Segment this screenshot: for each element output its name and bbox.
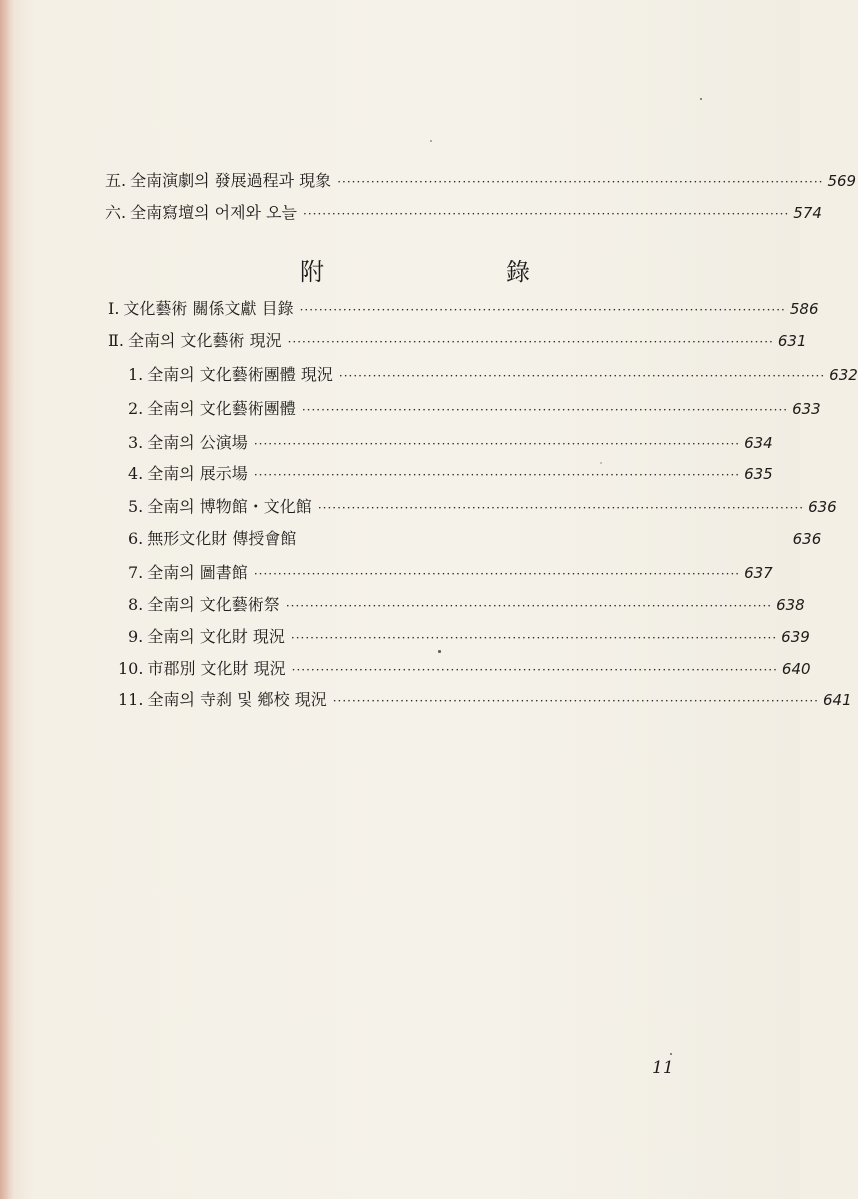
dot-leader: ····································································································· [338, 369, 826, 383]
dot-leader: ····································································································· [337, 175, 824, 189]
toc-entry-page: 635 [744, 465, 773, 483]
appendix-heading [300, 255, 530, 289]
paper-speck [600, 462, 602, 464]
toc-entry-title: 全南의 展示場 [147, 464, 248, 483]
toc-entry-title: 全南의 文化藝術團體 現況 [147, 365, 333, 384]
dot-leader: ····································································································· [317, 501, 805, 515]
dot-leader: ····································································································· [332, 694, 819, 708]
toc-entry-title: 全南의 公演場 [147, 433, 248, 452]
toc-entry-title: 全南의 圖書館 [147, 563, 248, 582]
paper-speck [430, 140, 432, 142]
appendix-subentry-8 [128, 592, 805, 618]
toc-entry-number: 六. [105, 203, 127, 222]
toc-entry-6 [105, 200, 822, 226]
toc-entry-number: 8. [128, 595, 144, 614]
dot-leader: ····································································································· [253, 468, 741, 482]
appendix-subentry-10 [118, 656, 811, 682]
toc-entry-page: 633 [792, 400, 821, 418]
toc-entry-number: Ⅰ. [108, 299, 120, 318]
dot-leader: ····································································································· [253, 567, 741, 581]
paper-speck [670, 1053, 672, 1055]
appendix-subentry-2 [128, 396, 821, 422]
page-number: 11 [652, 1058, 674, 1078]
dot-leader: ····································································································· [290, 631, 778, 645]
toc-entry-number: 1. [128, 365, 144, 384]
appendix-subentry-7 [128, 560, 773, 586]
appendix-subentry-9 [128, 624, 810, 650]
toc-entry-title: 全南의 文化財 現況 [147, 627, 285, 646]
toc-entry-page: 639 [781, 628, 810, 646]
appendix-subentry-1 [128, 362, 858, 388]
toc-entry-number: 3. [128, 433, 144, 452]
toc-entry-number: 五. [105, 171, 127, 190]
toc-entry-page: 640 [781, 660, 811, 678]
toc-entry-title: 無形文化財 傳授會館 [147, 529, 297, 548]
toc-entry-title: 全南의 文化藝術團體 [147, 399, 296, 418]
appendix-subentry-4 [128, 461, 773, 487]
toc-entry-5 [105, 168, 857, 194]
appendix-subentry-5 [128, 494, 837, 520]
dot-leader: ····································································································· [299, 303, 786, 317]
dot-leader: ····································································································· [301, 403, 789, 417]
toc-entry-number: Ⅱ. [108, 331, 124, 350]
dot-leader: ····································································································· [285, 599, 773, 613]
toc-entry-page: 641 [822, 691, 852, 709]
dot-leader: ····································································································· [291, 663, 778, 677]
appendix-heading-right: 錄 [506, 258, 530, 286]
toc-entry-title: 全南演劇의 發展過程과 現象 [130, 171, 332, 190]
toc-entry-title: 全南의 博物館・文化館 [147, 497, 312, 516]
appendix-subentry-6 [128, 526, 822, 552]
appendix-entry-1 [108, 296, 819, 322]
toc-entry-page: 632 [829, 366, 858, 384]
toc-entry-title: 全南의 寺刹 및 鄕校 現況 [147, 690, 327, 709]
toc-entry-page: 636 [792, 530, 822, 548]
toc-entry-title: 全南寫壇의 어제와 오늘 [130, 203, 298, 222]
dot-leader: ····································································································· [303, 207, 790, 221]
toc-entry-title: 市郡別 文化財 現況 [147, 659, 286, 678]
toc-entry-page: 634 [744, 434, 773, 452]
toc-entry-number: 2. [128, 399, 144, 418]
spine-shadow [0, 0, 14, 1199]
toc-entry-number: 5. [128, 497, 144, 516]
toc-entry-title: 全南의 文化藝術祭 [147, 595, 280, 614]
appendix-subentry-3 [128, 430, 773, 456]
paper-speck [438, 650, 441, 653]
toc-entry-page: 637 [744, 564, 773, 582]
toc-entry-number: 4. [128, 464, 144, 483]
toc-entry-page: 631 [777, 332, 807, 350]
toc-entry-number: 11. [118, 690, 144, 709]
dot-leader: ····································································································· [253, 437, 741, 451]
toc-entry-number: 10. [118, 659, 144, 678]
appendix-entry-2 [108, 328, 807, 354]
toc-entry-title: 全南의 文化藝術 現況 [127, 331, 282, 350]
dot-leader: ····································································································· [287, 335, 774, 349]
toc-entry-page: 574 [793, 204, 822, 222]
toc-entry-page: 569 [827, 172, 857, 190]
toc-entry-page: 636 [808, 498, 837, 516]
appendix-subentry-11 [118, 687, 852, 713]
toc-entry-number: 9. [128, 627, 144, 646]
toc-entry-page: 586 [789, 300, 819, 318]
toc-entry-number: 6. [128, 529, 144, 548]
toc-entry-title: 文化藝術 關係文獻 目錄 [123, 299, 294, 318]
paper-speck [700, 98, 702, 100]
toc-entry-number: 7. [128, 563, 144, 582]
appendix-heading-left: 附 [300, 258, 324, 286]
toc-entry-page: 638 [776, 596, 805, 614]
